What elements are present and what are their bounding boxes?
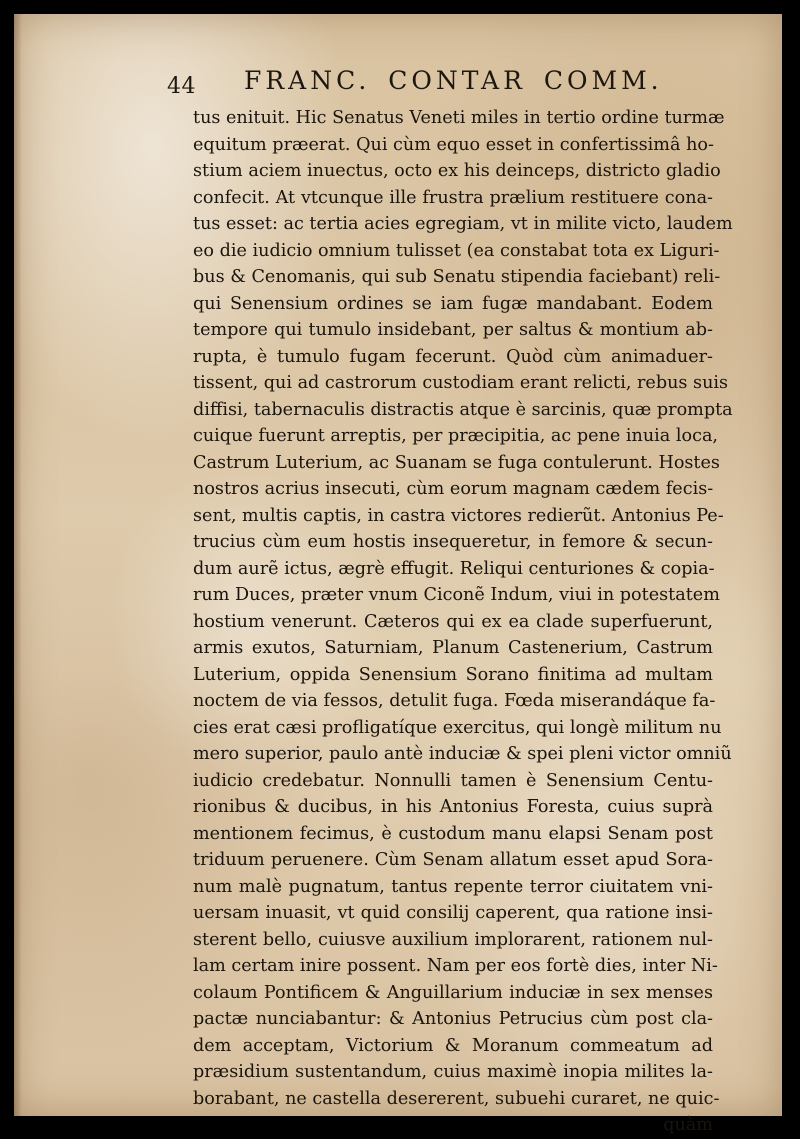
text-line: lam certam inire possent. Nam per eos fortè dies, inter Ni- [193,956,718,976]
text-line: tempore qui tumulo insidebant, per saltus & montium ab- [193,320,713,340]
text-line: confecit. At vtcunque ille frustra prælium restituere cona- [193,187,713,208]
text-line: diffisi, tabernaculis distractis atque è sarcinis, quæ prompta [193,399,733,420]
text-line: rupta, è tumulo fugam fecerunt. Quòd cùm animaduer- [193,346,713,367]
text-line: tus enituit. Hic Senatus Veneti miles in tertio ordine turmæ [193,108,725,128]
text-line: triduum peruenere. Cùm Senam allatum esset apud Sora- [193,850,713,870]
catchword: quàm [663,1115,713,1135]
page-edge-shadow [14,14,22,1116]
text-line: mero superior, paulo antè induciæ & spei pleni victor omniũ [193,744,732,764]
text-line: Luterium, oppida Senensium Sorano finitima ad multam [193,664,713,685]
text-line: tus esset: ac tertia acies egregiam, vt in milite victo, laudem [193,214,733,234]
text-line: mentionem fecimus, è custodum manu elapsi Senam post [193,823,713,844]
text-line: borabant, ne castella desererent, subuehi curaret, ne quic- [193,1088,720,1109]
text-line: stium aciem inuectus, octo ex his deinceps, districto gladio [193,161,721,181]
text-line: iudicio credebatur. Nonnulli tamen è Senensium Centu- [193,770,713,791]
text-line: armis exutos, Saturniam, Planum Castenerium, Castrum [193,638,713,658]
text-line: hostium venerunt. Cæteros qui ex ea clade superfuerunt, [193,611,713,632]
text-line: uersam inuasit, vt quid consilij caperent, qua ratione insi- [193,903,713,923]
text-line: Castrum Luterium, ac Suanam se fuga contulerunt. Hostes [193,452,720,473]
text-line: tissent, qui ad castrorum custodiam erant relicti, rebus suis [193,373,729,393]
text-line: dum aurẽ ictus, ægrè effugit. Reliqui centuriones & copia- [193,558,715,579]
page-header [14,66,782,106]
text-line: cuique fuerunt arreptis, per præcipitia, ac pene inuia loca, [193,426,719,446]
text-line: pactæ nunciabantur: & Antonius Petrucius cùm post cla- [193,1009,713,1029]
text-line: eo die iudicio omnium tulisset (ea constabat tota ex Liguri- [193,240,720,261]
text-line: sterent bello, cuiusve auxilium implorarent, rationem nul- [193,929,713,950]
body-text [193,105,733,1139]
running-head: FRANC. CONTAR COMM. [244,66,663,95]
text-line: cies erat cæsi profligatíque exercitus, qui longè militum nu [193,717,722,738]
text-line: equitum præerat. Qui cùm equo esset in confertissimâ ho- [193,134,714,155]
text-line: noctem de via fessos, detulit fuga. Fœda miserandáque fa- [193,691,716,711]
page-number: 44 [167,74,196,99]
text-line: trucius cùm eum hostis insequeretur, in femore & secun- [193,532,713,552]
text-line: bus & Cenomanis, qui sub Senatu stipendia faciebant) reli- [193,267,721,287]
text-line: num malè pugnatum, tantus repente terror ciuitatem vni- [193,876,713,897]
text-line: rum Duces, præter vnum Ciconẽ Indum, viui in potestatem [193,585,720,605]
text-line: qui Senensium ordines se iam fugæ mandabant. Eodem [193,293,713,314]
book-page [14,14,782,1135]
text-line: præsidium sustentandum, cuius maximè inopia milites la- [193,1062,713,1082]
text-line: colaum Pontificem & Anguillarium induciæ in sex menses [193,982,713,1003]
text-line: rionibus & ducibus, in his Antonius Foresta, cuius suprà [193,797,713,817]
text-line: nostros acrius insecuti, cùm eorum magnam cædem fecis- [193,479,714,499]
text-line: dem acceptam, Victorium & Moranum commeatum ad [193,1035,713,1056]
text-line: sent, multis captis, in castra victores redierũt. Antonius Pe- [193,505,724,526]
